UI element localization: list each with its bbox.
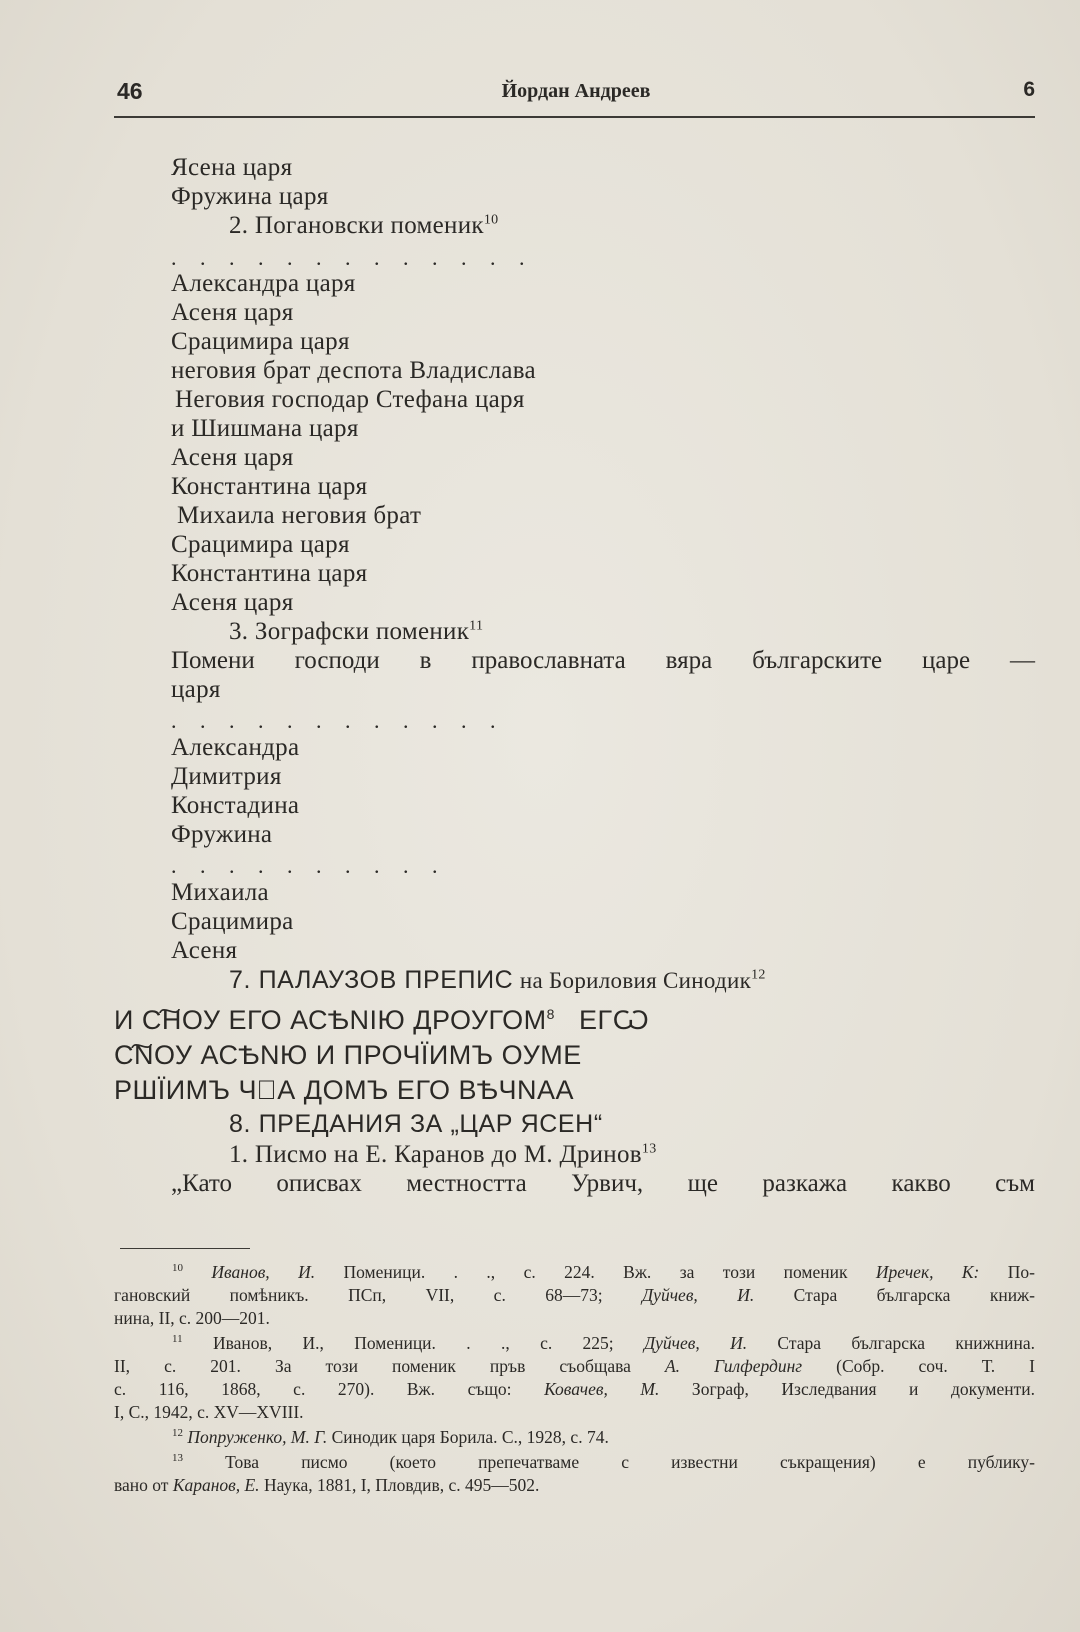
letter-heading: 1. Писмо на Е. Каранов до М. Дринов$^{13}$: [229, 1141, 657, 1168]
footnote-ref: 12: [751, 967, 766, 983]
text-line: Асеня царя: [171, 589, 294, 616]
footnote-12: $^{12}$ Попруженко, М. Г. Синодик царя Борила. С., 1928, с. 74.: [172, 1427, 609, 1447]
footnote-rule: [120, 1248, 250, 1249]
footnote-10: $^{10}$ Иванов, И. Поменици. . ., с. 224. Вж. за този поменик Иречек, К: По-: [172, 1262, 1035, 1282]
page-number: 46: [117, 78, 143, 104]
old-slavonic-line: РШЇИМЪ ЧⷧА ДОМЪ ЕГО ВѢЧNАА: [114, 1075, 575, 1105]
footnote-line: нина, II, с. 200—201.: [114, 1308, 270, 1328]
footnote-line: с. 116, 1868, с. 270). Вж. също: Ковачев, М. Зограф, Изследвания и документи.: [114, 1379, 1035, 1399]
section-heading-8: 8. ПРЕДАНИЯ ЗА „ЦАР ЯСЕН“: [229, 1110, 603, 1138]
footnote-ref: 13: [641, 1141, 657, 1157]
footnote-line: вано от Каранов, Е. Наука, 1881, I, Пловдив, с. 495—502.: [114, 1475, 540, 1495]
footnote-line: гановский помѣникъ. ПСп, VII, с. 68—73; Дуйчев, И. Стара българска книж-: [114, 1285, 1035, 1305]
text-line: Михаила неговия брат: [177, 502, 422, 529]
text-line: Димитрия: [171, 763, 282, 790]
text-line: неговия брат деспота Владислава: [171, 357, 536, 384]
text-line: „Като описвах местността Урвич, ще разкажа какво съм: [171, 1170, 1035, 1197]
ellipsis-row: . . . . . . . . . . . .: [171, 708, 505, 733]
text-line: Срацимира: [171, 908, 294, 935]
section-heading-3: 3. Зографски поменик$^{11}$: [229, 618, 484, 645]
footnote-ref: 11: [469, 618, 484, 634]
text-line: Александра царя: [171, 270, 356, 297]
old-slavonic-line: И С͠НОУ ЕГО АСѢNІЮ ДРОУГОМ$^8$ ЕГѠ: [114, 1005, 650, 1035]
text-line: Констадина: [171, 792, 300, 819]
footnote-line: I, С., 1942, с. XV—XVIII.: [114, 1402, 304, 1422]
text-line: Фружина: [171, 821, 273, 848]
running-title: Йордан Андреев: [501, 80, 651, 102]
text-line: Константина царя: [171, 473, 368, 500]
footnote-ref: 8: [546, 1006, 555, 1022]
header-rule: [114, 116, 1035, 118]
section-heading-2: 2. Погановски поменик$^{10}$: [229, 212, 499, 239]
ellipsis-row: . . . . . . . . . . . . .: [171, 245, 534, 270]
old-slavonic-line: С͠NОУ АСѢNЮ И ПРОЧЇИМЪ ОУМЕ: [114, 1040, 582, 1070]
ellipsis-row: . . . . . . . . . .: [171, 853, 447, 878]
footnote-13: $^{13}$ Това писмо (което препечатваме с известни съкращения) е публику-: [172, 1452, 1036, 1472]
section-number: 6: [1023, 78, 1035, 101]
running-header: [117, 78, 1035, 108]
text-line: Ясена царя: [171, 154, 293, 181]
text-line: Срацимира царя: [171, 328, 350, 355]
text-line: Фружина царя: [171, 183, 329, 210]
text-line: царя: [171, 676, 221, 703]
text-line: Асеня царя: [171, 444, 294, 471]
text-line: Александра: [171, 734, 300, 761]
footnote-line: II, с. 201. За този поменик пръв съобщава А. Гилфердинг (Собр. соч. Т. I: [114, 1356, 1035, 1376]
text-line: Асеня царя: [171, 299, 294, 326]
section-heading-7: 7. ПАЛАУЗОВ ПРЕПИС на Бориловия Синодик$^{12}$: [229, 966, 766, 994]
text-line: Срацимира царя: [171, 531, 350, 558]
footnote-ref: 10: [483, 212, 499, 228]
text-line: Михаила: [171, 879, 269, 906]
text-line: Асеня: [171, 937, 238, 964]
text-line: Константина царя: [171, 560, 368, 587]
text-line: Неговия господар Стефана царя: [175, 386, 525, 413]
text-line: Помени господи в православната вяра българските царе —: [171, 647, 1035, 674]
text-line: и Шишмана царя: [171, 415, 359, 442]
footnote-11: $^{11}$ Иванов, И., Поменици. . ., с. 225; Дуйчев, И. Стара българска книжнина.: [172, 1333, 1035, 1353]
